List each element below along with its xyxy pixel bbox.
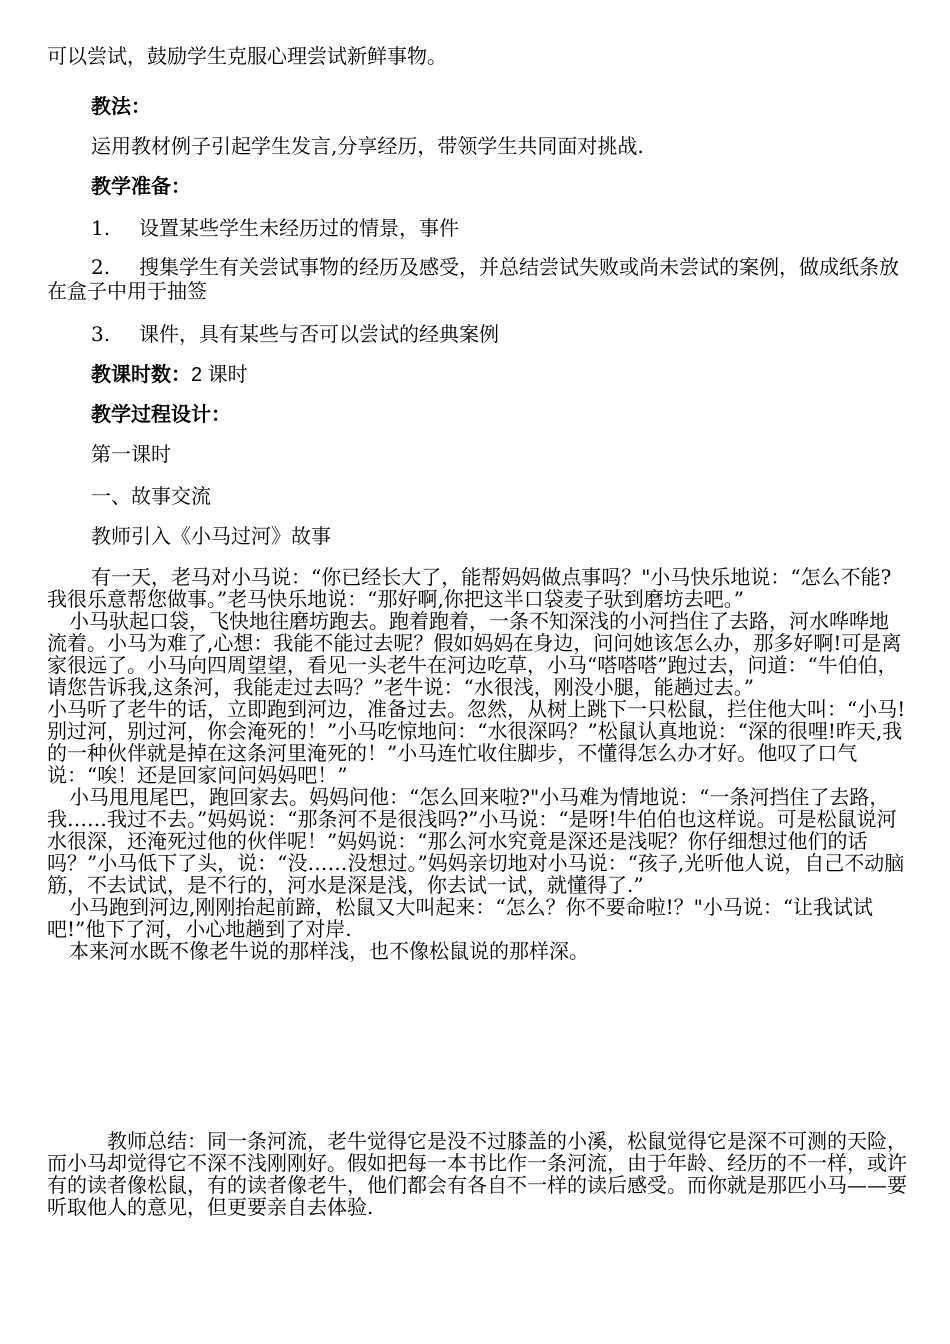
teaching-hours-value: 2 课时	[191, 364, 248, 386]
prep-item-2	[47, 255, 907, 303]
lesson-one-label: 第一课时	[91, 442, 171, 466]
paragraph-method: 运用教材例子引起学生发言,分享经历，带领学生共同面对挑战.	[91, 134, 644, 158]
story-paragraph: 小马听了老牛的话，立即跑到河边，准备过去。忽然，从树上跳下一只松鼠，拦住他大叫：“小马!别过河，别过河，你会淹死的！”小马吃惊地问：“水很深吗？”松鼠认真地说：“深的很哩!昨天,我的一种伙伴就是掉在这条河里淹死的！”小马连忙收住脚步，不懂得怎么办才好。他叹了口气说：“唉！还是回家问问妈妈吧！”	[47, 697, 906, 787]
story-intro: 教师引入《小马过河》故事	[91, 524, 331, 548]
prep-item-text: 搜集学生有关尝试事物的经历及感受，并总结尝试失败或尚未尝试的案例，做成纸条放在盒子中用于抽签	[47, 255, 899, 303]
section-story-exchange: 一、故事交流	[91, 484, 211, 508]
heading-preparation: 教学准备：	[91, 174, 191, 198]
story-paragraph: 本来河水既不像老牛说的那样浅，也不像松鼠说的那样深。	[69, 939, 589, 963]
story-paragraph: 小马跑到河边,刚刚抬起前蹄，松鼠又大叫起来：“怎么？你不要命啦!？"小马说：“让我试试吧!”他下了河，小心地趟到了对岸.	[47, 895, 874, 941]
prep-item-1	[91, 216, 907, 240]
heading-method: 教法：	[91, 94, 151, 118]
prep-item-text: 设置某些学生未经历过的情景，事件	[139, 216, 459, 240]
paragraph-continuation: 可以尝试，鼓励学生克服心理尝试新鲜事物。	[47, 44, 447, 68]
teacher-summary: 教师总结：同一条河流，老牛觉得它是没不过膝盖的小溪，松鼠觉得它是深不可测的天险，而小马却觉得它不深不浅刚刚好。假如把每一本书比作一条河流，由于年龄、经历的不一样，或许有的读者像松鼠，有的读者像老牛，他们都会有各自不一样的读后感受。而你就是那匹小马——要听取他人的意见，但更要亲自去体验.	[47, 1129, 907, 1219]
heading-process-design: 教学过程设计：	[91, 402, 231, 426]
prep-item-number: 1.	[91, 216, 111, 240]
prep-item-3	[91, 322, 907, 346]
teaching-hours	[91, 362, 248, 387]
story-paragraph: 小马驮起口袋，飞快地往磨坊跑去。跑着跑着，一条不知深浅的小河挡住了去路，河水哗哗地流着。小马为难了,心想：我能不能过去呢？假如妈妈在身边，问问她该怎么办，那多好啊!可是离家很远了。小马向四周望望，看见一头老牛在河边吃草，小马“嗒嗒嗒”跑过去，问道：“牛伯伯，请您告诉我,这条河，我能走过去吗？”老牛说：“水很浅，刚没小腿，能趟过去。”	[47, 609, 902, 699]
story-paragraph: 有一天，老马对小马说：“你已经长大了，能帮妈妈做点事吗？"小马快乐地说：“怎么不能?我很乐意帮您做事。”老马快乐地说：“那好啊,你把这半口袋麦子驮到磨坊去吧。”	[47, 565, 892, 611]
prep-item-number: 2.	[91, 255, 111, 279]
prep-item-text: 课件，具有某些与否可以尝试的经典案例	[139, 322, 499, 346]
story-text	[47, 566, 907, 962]
story-paragraph: 小马甩甩尾巴，跑回家去。妈妈问他：“怎么回来啦?"小马难为情地说：“一条河挡住了去路，我……我过不去。”妈妈说：“那条河不是很浅吗?”小马说：“是呀!牛伯伯也这样说。可是松鼠说河水很深，还淹死过他的伙伴呢！”妈妈说：“那么河水究竟是深还是浅呢？你仔细想过他们的话吗？”小马低下了头，说：“没……没想过。”妈妈亲切地对小马说：“孩子,光听他人说，自己不动脑筋，不去试试，是不行的，河水是深是浅，你去试一试，就懂得了.”	[47, 785, 905, 897]
teaching-hours-label: 教课时数：	[91, 362, 191, 386]
prep-item-number: 3.	[91, 322, 111, 346]
